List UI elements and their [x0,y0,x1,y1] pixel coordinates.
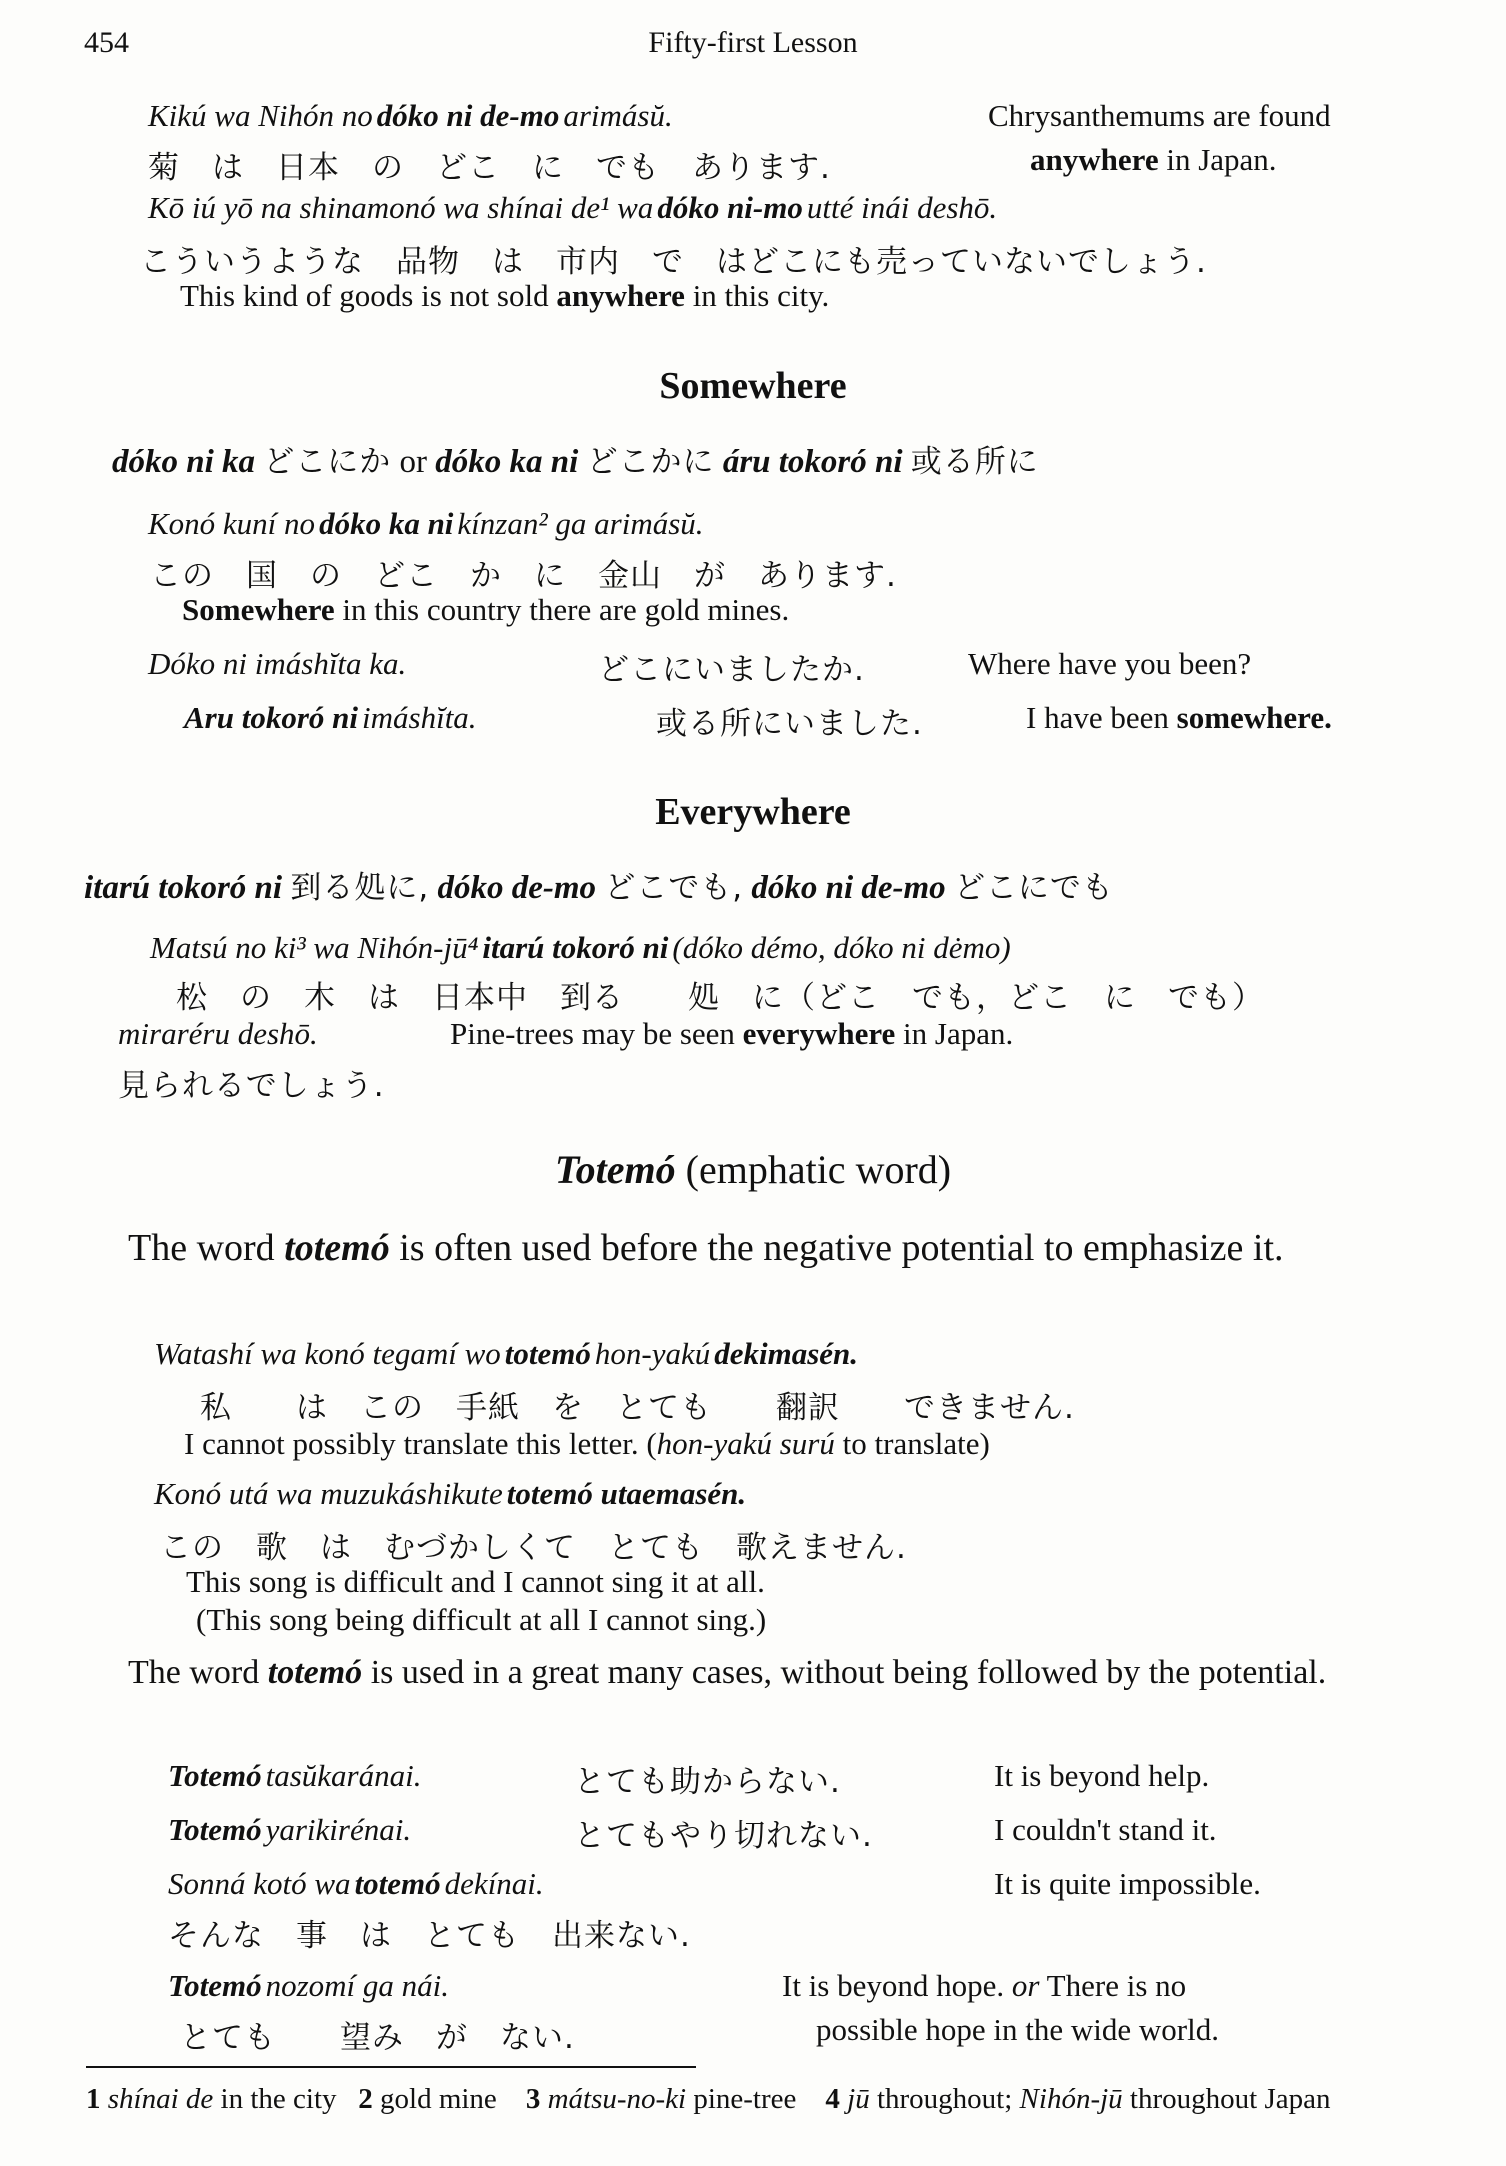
everywhere-example-1-japanese-cont: 見られるでしょう. [118,1068,385,1104]
totemo-paragraph-2: The word totemó is used in a great many cases, without being followed by the potential. [128,1654,1327,1691]
everywhere-key-forms: itarú tokoró ni 到る処に, dóko de-mo どこでも, dóko ni de-mo どこにでも [84,870,1114,906]
running-title: Fifty-first Lesson [648,26,858,59]
totemo-example-1-romaji: Watashí wa konó tegamí wo totemó hon-yakú dekimasén. [154,1336,859,1371]
totemo-example-2-english: This song is difficult and I cannot sing it at all. [186,1564,765,1599]
everywhere-example-1-romaji: Matsú no ki³ wa Nihón-jū⁴ itarú tokoró ni (dóko démo, dóko ni dėmo) [150,930,1011,965]
somewhere-example-3-japanese: 或る所にいました. [656,706,923,742]
totemo-example-1-japanese: 私 は この 手紙 を とても 翻訳 できません. [200,1390,1075,1426]
everywhere-example-1-english: Pine-trees may be seen everywhere in Japan. [450,1016,1014,1051]
anywhere-example-2-japanese: こういうような 品物 は 市内 で はどこにも売っていないでしょう. [140,244,1207,280]
anywhere-example-1-english-cont: anywhere in Japan. [1030,142,1277,177]
totemo-row-3-romaji: Sonná kotó wa totemó dekínai. [168,1866,544,1901]
totemo-row-1-japanese: とても助からない. [574,1764,841,1800]
somewhere-example-1-japanese: この 国 の どこ か に 金山 が あります. [150,558,897,594]
somewhere-key-forms: dóko ni ka どこにか or dóko ka ni どこかに áru tokoró ni 或る所に [112,444,1039,480]
totemo-paragraph-1: The word totemó is often used before the negative potential to emphasize it. [128,1227,1284,1269]
anywhere-example-2-english: This kind of goods is not sold anywhere in this city. [180,278,830,313]
totemo-row-2-japanese: とてもやり切れない. [574,1818,873,1854]
somewhere-heading: Somewhere [659,365,847,407]
totemo-row-4-romaji: Totemó nozomí ga nái. [168,1968,450,2003]
totemo-example-2-english-alt: (This song being difficult at all I cannot sing.) [196,1602,767,1637]
totemo-row-1-english: It is beyond help. [994,1758,1210,1793]
totemo-example-1-english: I cannot possibly translate this letter. (hon-yakú surú to translate) [184,1426,990,1461]
somewhere-example-3-romaji: Aru tokoró ni imáshĭta. [184,700,477,735]
everywhere-example-1-romaji-cont: miraréru deshō. [118,1016,318,1051]
anywhere-example-1-japanese: 菊 は 日本 の どこ に でも あります. [148,150,831,186]
totemo-heading: Totemó (emphatic word) [554,1147,952,1192]
everywhere-heading: Everywhere [655,791,851,833]
somewhere-example-2-romaji: Dóko ni imáshĭta ka. [148,646,407,681]
footnote-divider [86,2066,696,2068]
somewhere-example-1-romaji: Konó kuní no dóko ka ni kínzan² ga arimásŭ. [148,506,704,541]
somewhere-example-2-english: Where have you been? [968,646,1252,681]
somewhere-example-1-english: Somewhere in this country there are gold mines. [182,592,790,627]
somewhere-example-2-japanese: どこにいましたか. [598,652,865,688]
footnotes: 1 shínai de in the city 2 gold mine 3 mátsu-no-ki pine-tree 4 jū throughout; Nihón-jū throughout Japan [86,2083,1331,2115]
anywhere-example-1-english: Chrysanthemums are found [988,98,1331,133]
anywhere-example-1-romaji: Kikú wa Nihón no dóko ni de-mo arimásŭ. [148,98,673,133]
anywhere-example-2-romaji: Kō iú yō na shinamonó wa shínai de¹ wa dóko ni-mo utté inái deshō. [148,190,998,225]
totemo-example-2-japanese: この 歌 は むづかしくて とても 歌えません. [160,1530,907,1566]
totemo-row-2-romaji: Totemó yarikirénai. [168,1812,412,1847]
totemo-row-3-japanese: そんな 事 は とても 出来ない. [168,1918,691,1954]
totemo-row-1-romaji: Totemó tasŭkaránai. [168,1758,422,1793]
totemo-row-3-english: It is quite impossible. [994,1866,1261,1901]
everywhere-example-1-japanese: 松 の 木 は 日本中 到る 処 に（どこ でも，どこ に でも） [176,980,1264,1016]
totemo-row-4-english-cont: possible hope in the wide world. [816,2012,1219,2047]
somewhere-example-3-english: I have been somewhere. [1026,700,1332,735]
totemo-row-4-japanese: とても 望み が ない. [180,2020,575,2056]
totemo-example-2-romaji: Konó utá wa muzukáshikute totemó utaemasén. [154,1476,747,1511]
totemo-row-2-english: I couldn't stand it. [994,1812,1217,1847]
totemo-row-4-english: It is beyond hope. or There is no [782,1968,1187,2003]
page-number: 454 [84,26,129,59]
